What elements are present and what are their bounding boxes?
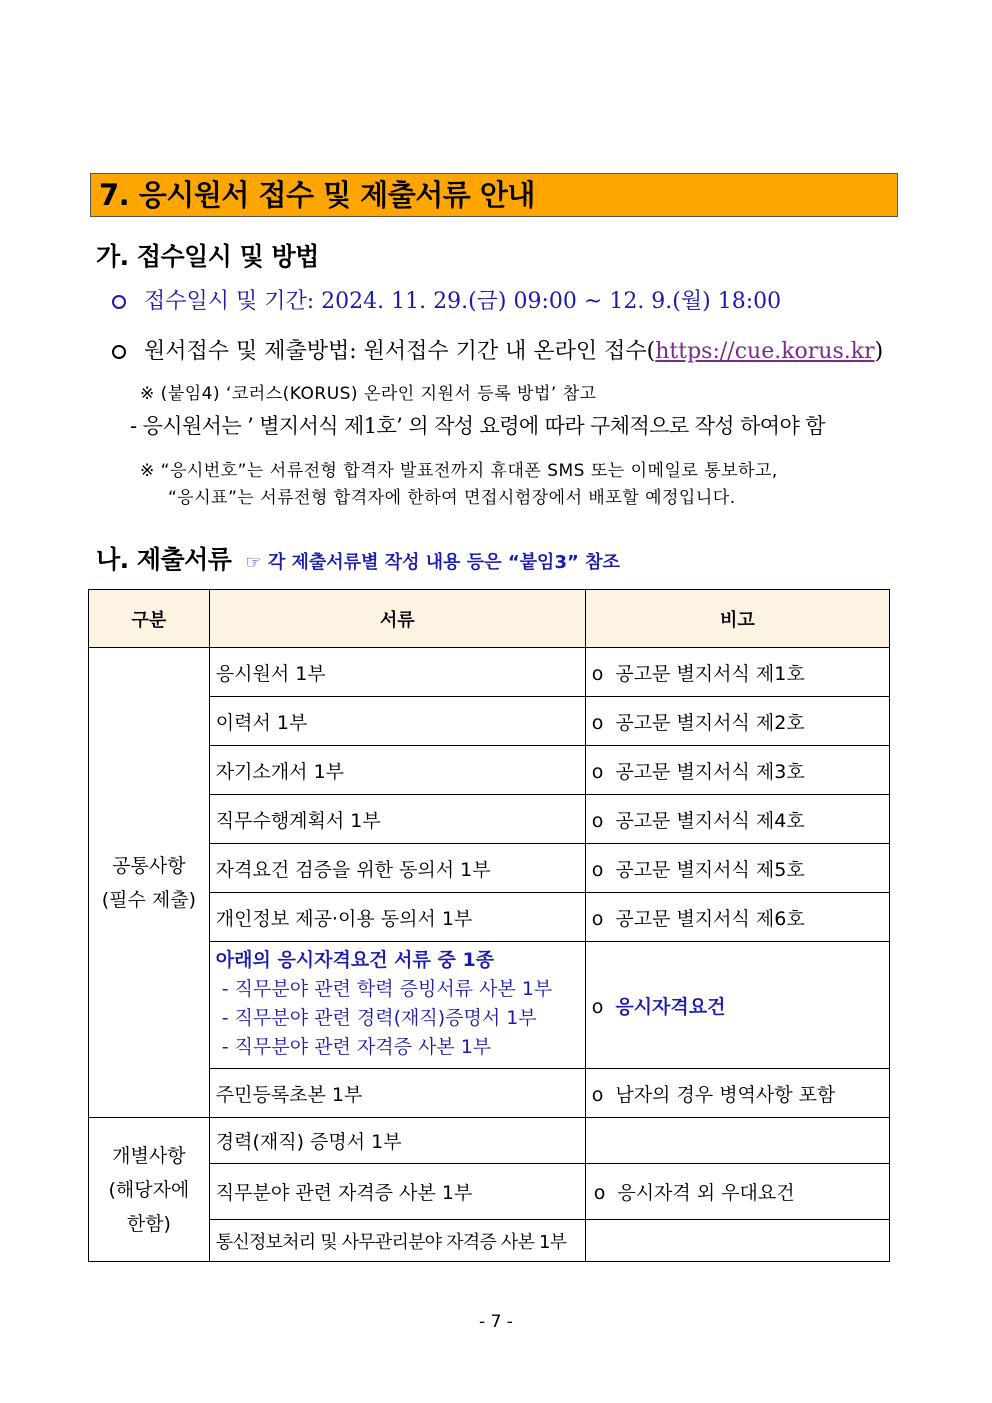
category-individual: 개별사항 (해당자에 한함) [89,1118,210,1262]
document-cell: 경력(재직) 증명서 1부 [209,1118,585,1164]
document-cell: 직무분야 관련 자격증 사본 1부 [209,1164,585,1220]
table-row [89,1164,890,1220]
remark-cell: o 공고문 별지서식 제1호 [585,648,889,697]
note-exam-ticket: “응시표”는 서류전형 합격자에 한하여 면접시험장에서 배포할 예정입니다. [168,488,736,508]
instruction-line: - 응시원서는 ’ 별지서식 제1호’ 의 작성 요령에 따라 구체적으로 작성 하여야 함 [130,414,825,438]
qualification-item: - 직무분야 관련 경력(재직)증명서 1부 [221,1007,537,1029]
document-cell: 응시원서 1부 [209,648,585,697]
table-row [89,1220,890,1262]
qualification-cell [209,942,585,1069]
circle-bullet-icon [112,295,126,309]
header-remark: 비고 [585,590,889,648]
table-header-row [89,590,890,648]
document-cell: 자격요건 검증을 위한 동의서 1부 [209,844,585,893]
heading-documents-row [96,540,620,576]
table-row [89,1069,890,1118]
section-title: 7. 응시원서 접수 및 제출서류 안내 [90,173,898,217]
remark-cell: o 공고문 별지서식 제3호 [585,746,889,795]
table-row [89,844,890,893]
remark-cell [585,1220,889,1262]
receipt-period: 접수일시 및 기간: 2024. 11. 29.(금) 09:00 ~ 12. 9.(월) 18:00 [112,284,781,315]
remark-cell: o 공고문 별지서식 제6호 [585,893,889,942]
document-cell: 개인정보 제공·이용 동의서 1부 [209,893,585,942]
table-row [89,746,890,795]
remark-cell: o 공고문 별지서식 제2호 [585,697,889,746]
remark-cell [585,1118,889,1164]
remark-cell: o 남자의 경우 병역사항 포함 [585,1069,889,1118]
remark-cell: o 응시자격요건 [585,942,889,1069]
page-number: - 7 - [479,1312,513,1332]
table-row [89,893,890,942]
table-row [89,648,890,697]
document-cell: 통신정보처리 및 사무관리분야 자격증 사본 1부 [209,1220,585,1262]
note-exam-number: ※ “응시번호”는 서류전형 합격자 발표전까지 휴대폰 SMS 또는 이메일로 통보하고, [140,461,778,481]
document-cell: 자기소개서 1부 [209,746,585,795]
korus-link[interactable]: https://cue.korus.kr [655,339,875,364]
reference-note: ☞ 각 제출서류별 작성 내용 등은 “붙임3” 참조 [245,552,620,573]
qualification-title: 아래의 응시자격요건 서류 중 1종 [215,949,495,971]
remark-cell: o 공고문 별지서식 제4호 [585,795,889,844]
receipt-method: 원서접수 및 제출방법: 원서접수 기간 내 온라인 접수(https://cue.korus.kr) [112,334,883,365]
remark-cell: o 응시자격 외 우대요건 [585,1164,889,1220]
documents-table [88,589,890,1262]
document-cell: 이력서 1부 [209,697,585,746]
note-korus-guide: ※ (붙임4) ‘코러스(KORUS) 온라인 지원서 등록 방법’ 참고 [140,384,597,404]
table-row [89,942,890,1069]
circle-bullet-icon [112,345,126,359]
heading-receipt: 가. 접수일시 및 방법 [96,242,319,271]
qualification-item: - 직무분야 관련 자격증 사본 1부 [221,1036,492,1058]
table-row [89,697,890,746]
table-row [89,795,890,844]
qualification-item: - 직무분야 관련 학력 증빙서류 사본 1부 [221,978,553,1000]
category-common: 공통사항 (필수 제출) [89,648,210,1118]
header-document: 서류 [209,590,585,648]
remark-cell: o 공고문 별지서식 제5호 [585,844,889,893]
table-row [89,1118,890,1164]
header-category: 구분 [89,590,210,648]
document-cell: 주민등록초본 1부 [209,1069,585,1118]
heading-documents: 나. 제출서류 [96,545,232,574]
document-cell: 직무수행계획서 1부 [209,795,585,844]
